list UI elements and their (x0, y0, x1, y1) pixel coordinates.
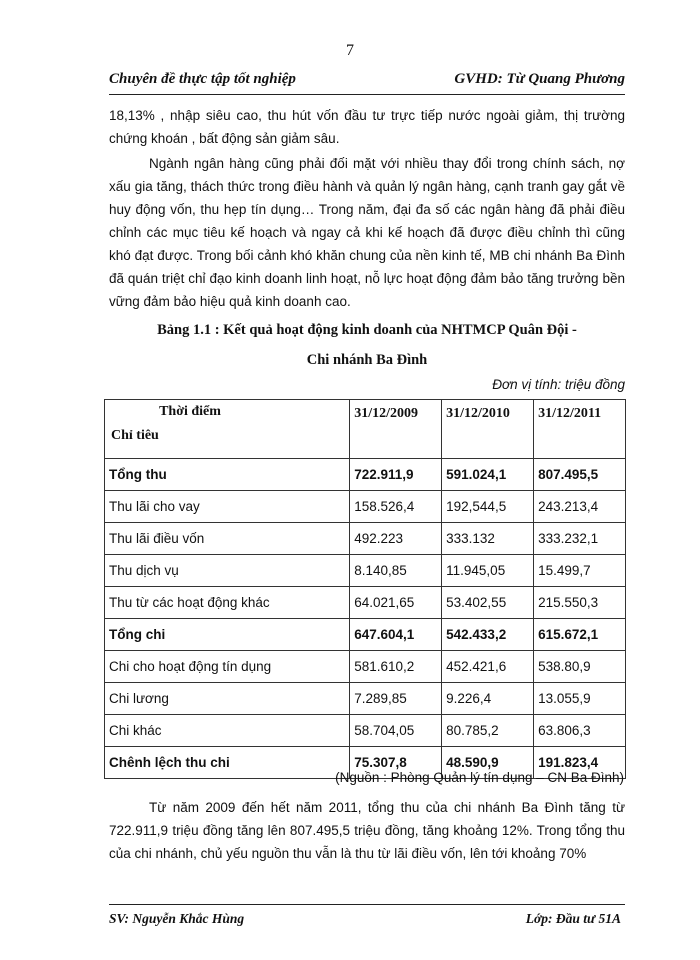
table-row (105, 619, 626, 651)
header-year: 31/12/2009 (350, 400, 442, 459)
row-value: 333.232,1 (534, 523, 626, 555)
page-number: 7 (346, 42, 354, 59)
row-value: 15.499,7 (534, 555, 626, 587)
paragraph-analysis: Từ năm 2009 đến hết năm 2011, tổng thu của chi nhánh Ba Đình tăng từ 722.911,9 triệu đồng tăng lên 807.495,5 triệu đồng, tăng khoảng 12%. Trong tổng thu của chi nhánh, chủ yếu nguồn thu vẫn là thu từ lãi điều vốn, lên tới khoảng 70% (109, 800, 625, 861)
table-row (105, 459, 626, 491)
table-title-line1: Bảng 1.1 : Kết quả hoạt động kinh doanh của NHTMCP Quân Đội - (157, 322, 577, 338)
row-label: Tổng thu (105, 459, 350, 491)
row-value: 58.704,05 (350, 715, 442, 747)
table-title-line2: Chi nhánh Ba Đình (306, 352, 428, 368)
footer-student: SV: Nguyễn Khắc Hùng (109, 911, 245, 926)
header-indicator-label: Chỉ tiêu (111, 428, 159, 443)
footer-class: Lớp: Đầu tư 51A (525, 911, 621, 926)
row-value: 80.785,2 (442, 715, 534, 747)
row-value: 64.021,65 (350, 587, 442, 619)
row-value: 538.80,9 (534, 651, 626, 683)
row-label: Chênh lệch thu chi (105, 747, 350, 779)
row-value: 53.402,55 (442, 587, 534, 619)
header-time-label: Thời điểm (159, 404, 221, 419)
paragraph-intro: 18,13% , nhập siêu cao, thu hút vốn đầu tư trực tiếp nước ngoài giảm, thị trường chứng khoán , bất động sản giảm sâu. (109, 108, 625, 146)
row-value: 48.590,9 (442, 747, 534, 779)
row-label: Chi cho hoạt động tín dụng (105, 651, 350, 683)
row-value: 807.495,5 (534, 459, 626, 491)
row-value: 722.911,9 (350, 459, 442, 491)
row-value: 63.806,3 (534, 715, 626, 747)
row-value: 7.289,85 (350, 683, 442, 715)
table-row (105, 683, 626, 715)
row-label: Chi khác (105, 715, 350, 747)
table-header-row (105, 400, 626, 459)
table-row (105, 555, 626, 587)
table-row (105, 715, 626, 747)
row-label: Thu dịch vụ (105, 555, 350, 587)
header-year: 31/12/2010 (442, 400, 534, 459)
row-value: 492.223 (350, 523, 442, 555)
row-label: Thu từ các hoạt động khác (105, 587, 350, 619)
row-value: 8.140,85 (350, 555, 442, 587)
table-source: (Nguồn : Phòng Quản lý tín dụng – CN Ba Đình) (335, 770, 624, 785)
row-value: 647.604,1 (350, 619, 442, 651)
table-row (105, 523, 626, 555)
unit-label: Đơn vị tính: triệu đồng (492, 377, 625, 392)
row-value: 615.672,1 (534, 619, 626, 651)
row-value: 13.055,9 (534, 683, 626, 715)
header-corner-cell (105, 400, 350, 459)
header-title: Chuyên đề thực tập tốt nghiệp (109, 71, 296, 87)
header-advisor: GVHD: Từ Quang Phương (454, 71, 625, 87)
row-value: 9.226,4 (442, 683, 534, 715)
paragraph-banking: Ngành ngân hàng cũng phải đối mặt với nhiều thay đổi trong chính sách, nợ xấu gia tăng, thách thức trong điều hành và quản lý ngân hàng, cạnh tranh gay gắt về huy động vốn, thu hẹp tín dụng… Trong năm, đại đa số các ngân hàng đã phải điều chỉnh các mục tiêu kế hoạch và ngay cả khi kế hoạch đã được điều chỉnh thì cũng khó đạt được. Trong bối cảnh khó khăn chung của nền kinh tế, MB chi nhánh Ba Đình đã quán triệt chỉ đạo kinh doanh linh hoạt, nỗ lực hoạt động đảm bảo tăng trưởng bền vững đảm bảo hiệu quả kinh doanh cao. (109, 156, 625, 309)
row-value: 158.526,4 (350, 491, 442, 523)
row-value: 542.433,2 (442, 619, 534, 651)
row-label: Thu lãi điều vốn (105, 523, 350, 555)
table-row (105, 587, 626, 619)
page-header (109, 70, 625, 95)
row-value: 452.421,6 (442, 651, 534, 683)
row-label: Chi lương (105, 683, 350, 715)
row-label: Tổng chi (105, 619, 350, 651)
row-value: 333.132 (442, 523, 534, 555)
table-row (105, 651, 626, 683)
row-value: 191.823,4 (534, 747, 626, 779)
row-value: 11.945,05 (442, 555, 534, 587)
row-value: 75.307,8 (350, 747, 442, 779)
row-value: 243.213,4 (534, 491, 626, 523)
row-value: 215.550,3 (534, 587, 626, 619)
business-results-table (104, 399, 626, 779)
row-value: 192,544,5 (442, 491, 534, 523)
header-year: 31/12/2011 (534, 400, 626, 459)
row-value: 581.610,2 (350, 651, 442, 683)
row-label: Thu lãi cho vay (105, 491, 350, 523)
page-footer (109, 904, 625, 926)
table-row (105, 491, 626, 523)
row-value: 591.024,1 (442, 459, 534, 491)
